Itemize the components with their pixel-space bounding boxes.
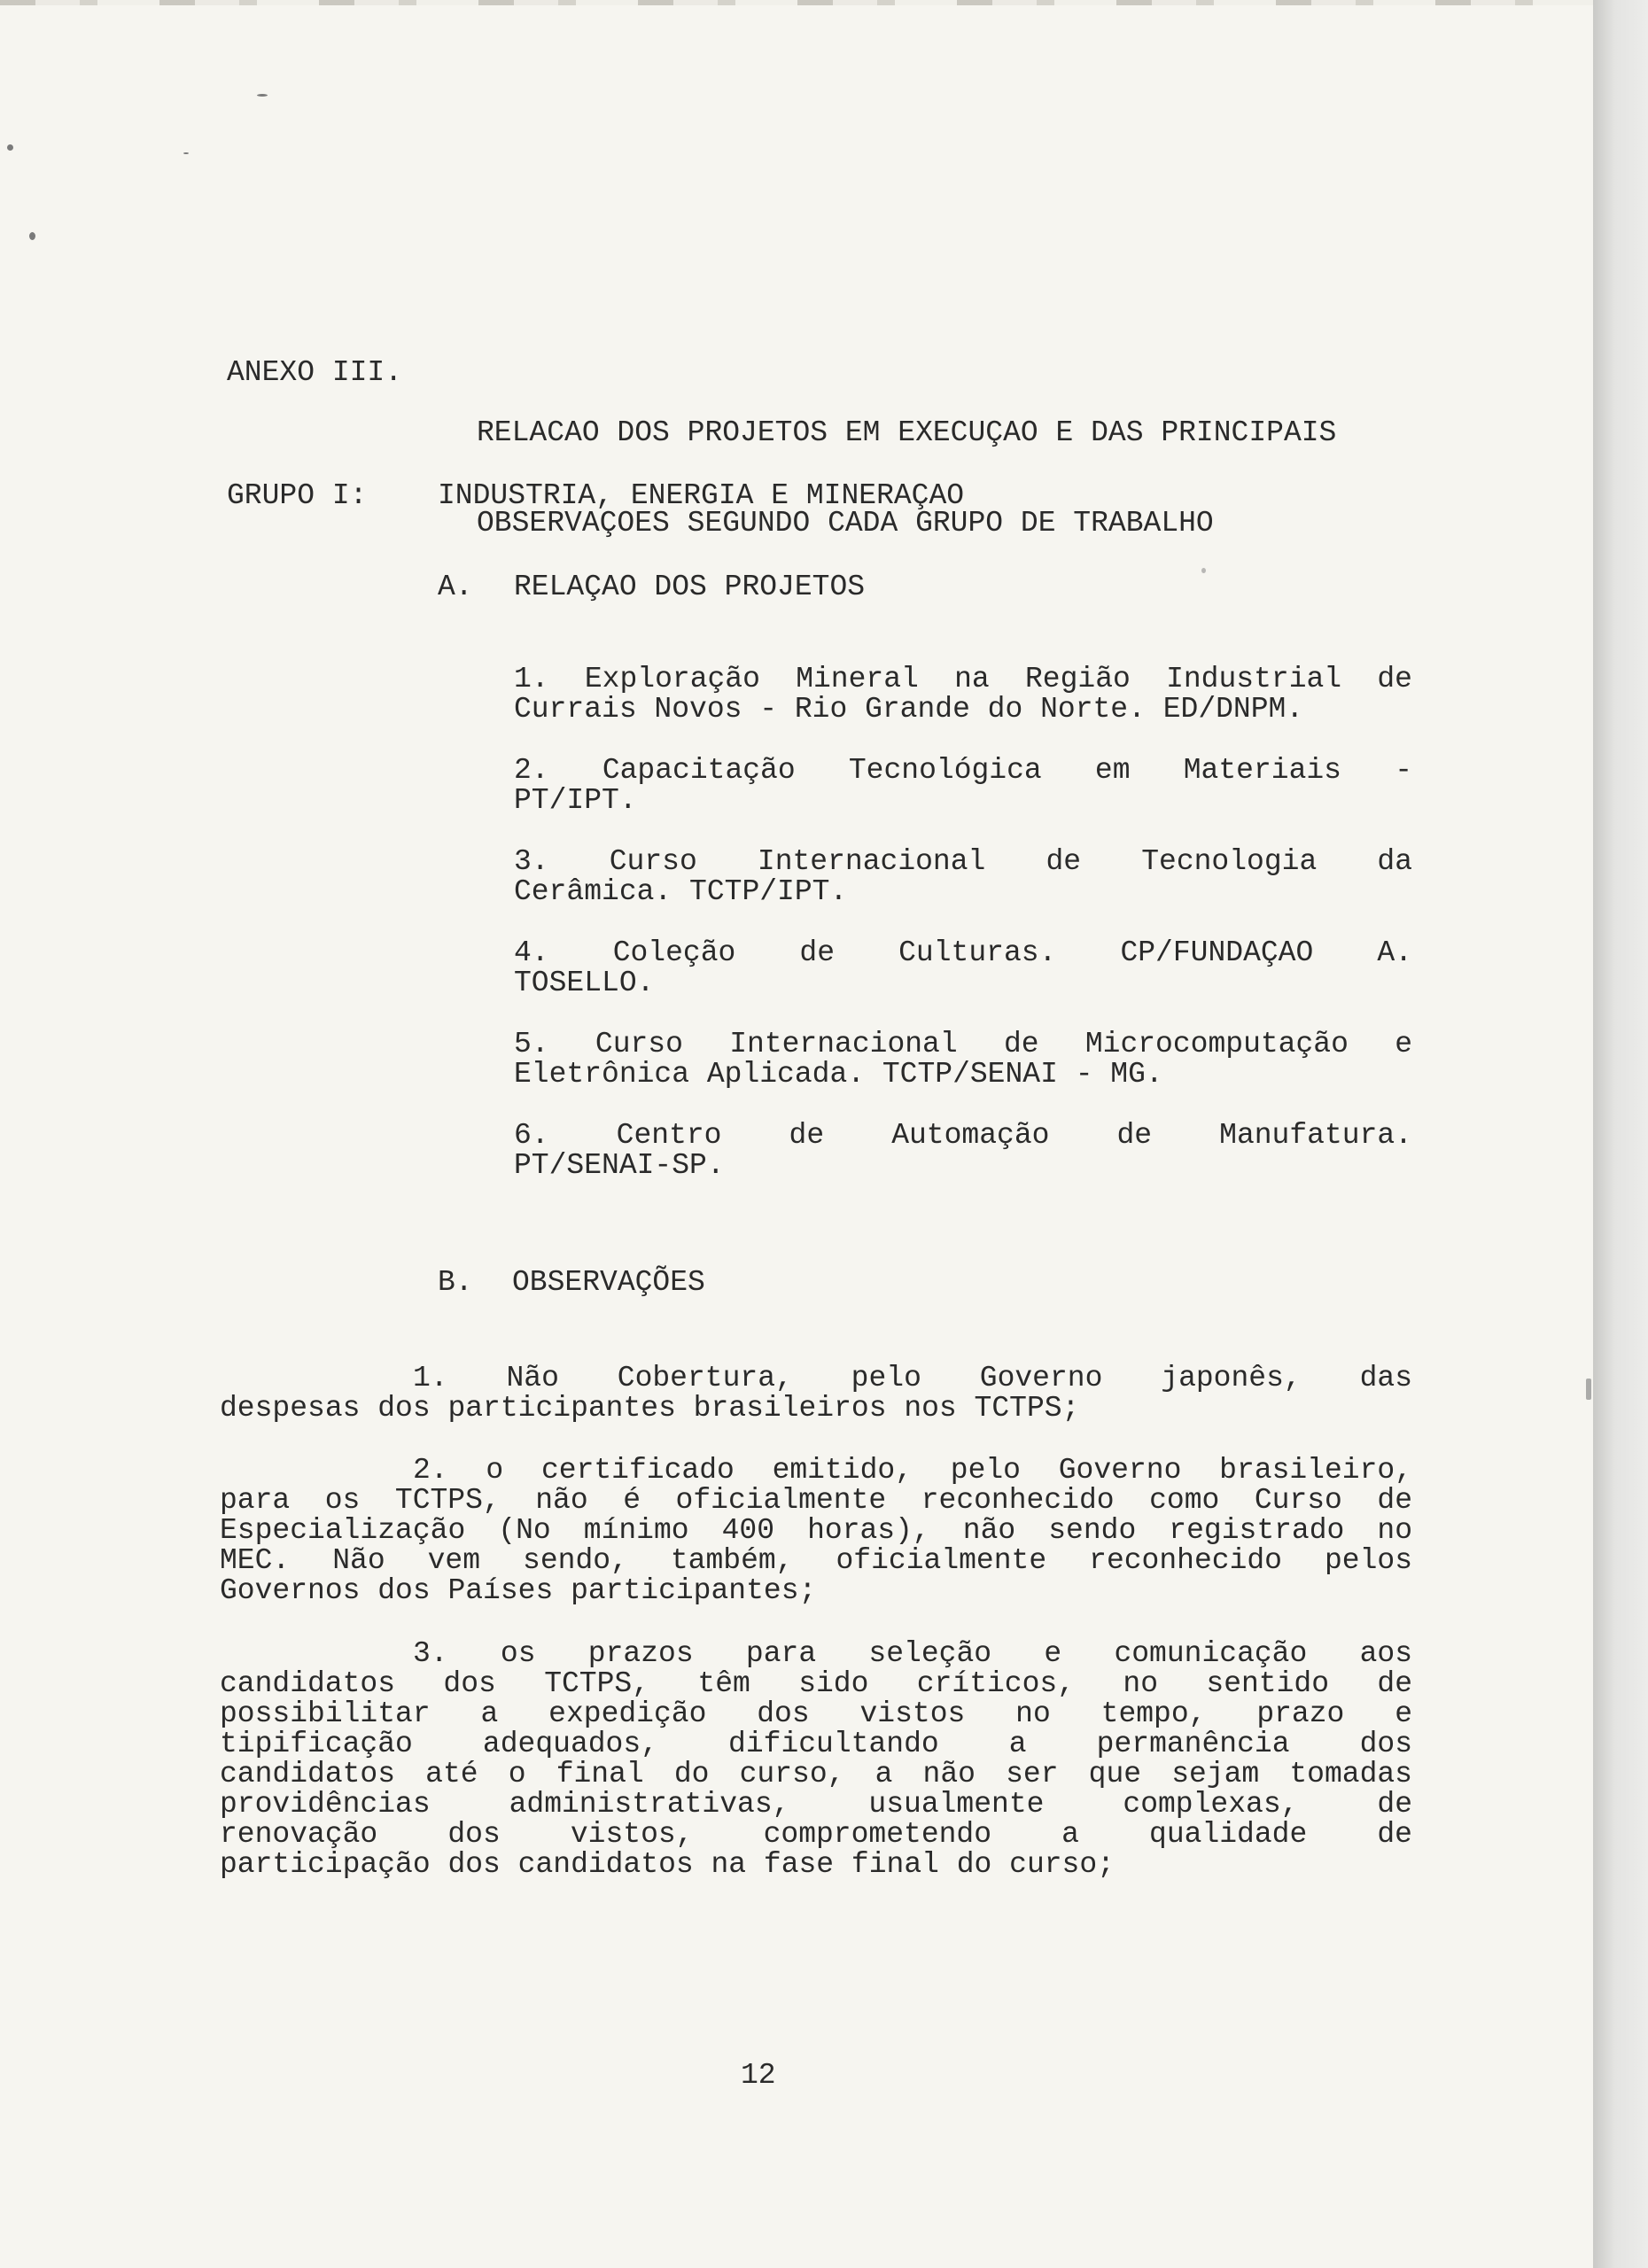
observation-line: candidatos até o final do curso, a não ser que sejam tomadas: [220, 1758, 1412, 1790]
annex-title-line: RELACAO DOS PROJETOS EM EXECUÇAO E DAS PRINCIPAIS: [477, 416, 1337, 449]
annex-label: ANEXO III.: [227, 356, 403, 389]
project-item-line: 4. Coleção de Culturas. CP/FUNDAÇAO A.: [514, 936, 1412, 969]
scan-speck: [7, 144, 13, 151]
observation-line: Governos dos Países participantes;: [220, 1574, 817, 1607]
scan-top-edge: [0, 0, 1593, 5]
project-item-line: PT/SENAI-SP.: [514, 1149, 725, 1182]
observation-line: 2. o certificado emitido, pelo Governo brasileiro,: [413, 1454, 1412, 1487]
observation-line: Especialização (No mínimo 400 horas), não sendo registrado no: [220, 1514, 1412, 1547]
observation-line: 1. Não Cobertura, pelo Governo japonês, das: [413, 1362, 1412, 1394]
project-item-line: 5. Curso Internacional de Microcomputação e: [514, 1028, 1412, 1060]
project-item-line: 6. Centro de Automação de Manufatura.: [514, 1119, 1412, 1152]
section-a-title: RELAÇAO DOS PROJETOS: [514, 571, 866, 603]
observation-line: candidatos dos TCTPS, têm sido críticos, no sentido de: [220, 1667, 1412, 1700]
project-item-line: 2. Capacitação Tecnológica em Materiais -: [514, 754, 1412, 787]
project-item-line: Eletrônica Aplicada. TCTP/SENAI - MG.: [514, 1058, 1163, 1091]
observation-line: possibilitar a expedição dos vistos no tempo, prazo e: [220, 1697, 1412, 1730]
observation-line: MEC. Não vem sendo, também, oficialmente reconhecido pelos: [220, 1544, 1412, 1577]
observation-line: providências administrativas, usualmente complexas, de: [220, 1788, 1412, 1821]
observation-line: renovação dos vistos, comprometendo a qualidade de: [220, 1818, 1412, 1851]
project-item-line: 1. Exploração Mineral na Região Industrial de: [514, 663, 1412, 695]
observation-line: despesas dos participantes brasileiros nos TCTPS;: [220, 1392, 1080, 1425]
scan-speck: [183, 152, 189, 154]
annex-title: [477, 358, 1336, 599]
project-item-line: Currais Novos - Rio Grande do Norte. ED/DNPM.: [514, 693, 1304, 726]
project-item-line: TOSELLO.: [514, 967, 655, 999]
annex-title-line: OBSERVAÇOES SEGUNDO CADA GRUPO DE TRABALHO: [477, 507, 1214, 540]
project-item-line: 3. Curso Internacional de Tecnologia da: [514, 845, 1412, 878]
observation-line: 3. os prazos para seleção e comunicação aos: [413, 1637, 1412, 1670]
group-label: GRUPO I:: [227, 479, 368, 512]
observation-line: para os TCTPS, não é oficialmente reconhecido como Curso de: [220, 1484, 1412, 1517]
section-b-title: OBSERVAÇÕES: [512, 1266, 705, 1299]
project-item-line: Cerâmica. TCTP/IPT.: [514, 875, 848, 908]
section-b-letter: B.: [438, 1266, 473, 1299]
observation-line: tipificação adequados, dificultando a permanência dos: [220, 1728, 1412, 1760]
project-item-line: PT/IPT.: [514, 784, 637, 817]
scan-speck: [1586, 1379, 1591, 1400]
group-name: INDUSTRIA, ENERGIA E MINERAÇAO: [438, 479, 965, 512]
scan-margin-edge: [1593, 0, 1648, 2268]
scan-speck: [29, 232, 35, 240]
page-number: 12: [741, 2059, 776, 2092]
section-a-letter: A.: [438, 571, 473, 603]
observation-line: participação dos candidatos na fase final do curso;: [220, 1848, 1115, 1881]
scan-speck: [257, 94, 268, 97]
